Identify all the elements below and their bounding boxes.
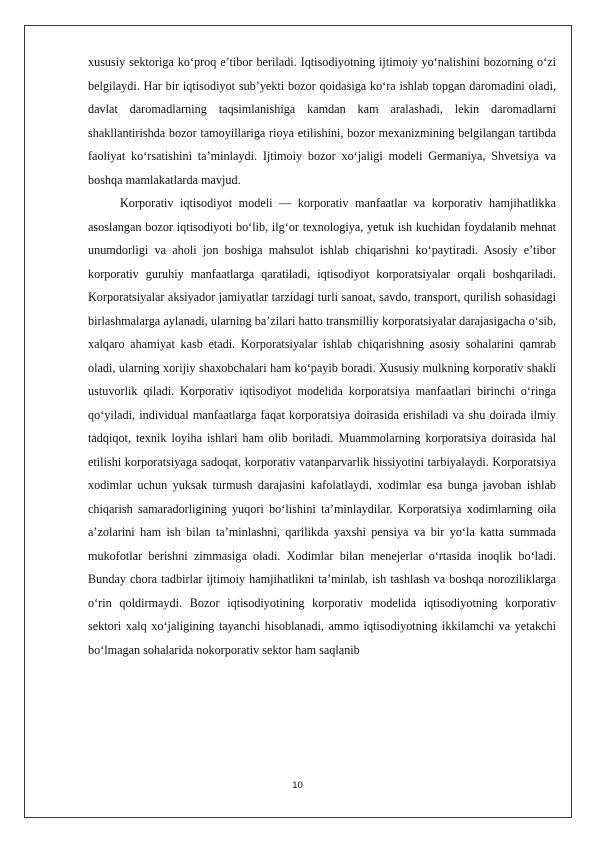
paragraph-2: Korporativ iqtisodiyot modeli — korporativ manfaatlar va korporativ hamjihatlikka asoslangan bozor iqtisodiyoti bo‘lib, ilg‘or texnologiya, yetuk ish kuchidan foydalanib mehnat unumdorligi va aholi jon boshiga mahsulot ishlab chiqarishni ko‘paytiradi. Asosiy e’tibor korporativ guruhiy manfaatlarga qaratiladi, iqtisodiyot korporatsiyalar orqali boshqariladi. Korporatsiyalar aksiyador jamiyatlar tarzidagi turli sanoat, savdo, transport, qurilish sohasidagi birlashmalarga aylanadi, ularning ba’zilari hatto transmilliy korporatsiyalar darajasigacha o‘sib, xalqaro ahamiyat kasb etadi. Korporatsiyalar ishlab chiqarishning asosiy sohalarini qamrab oladi, ularning xorijiy shaxobchalari ham ko‘payib boradi. Xususiy mulkning korporativ shakli ustuvorlik qiladi. Korporativ iqtisodiyot modelida korporatsiya manfaatlari birinchi o‘ringa qo‘yiladi, individual manfaatlarga faqat korporatsiya doirasida erishiladi va shu doirada ilmiy tadqiqot, texnik loyiha ishlari ham olib boriladi. Muammolarning korporatsiya doirasida hal etilishi korporatsiyaga sadoqat, korporativ vatanparvarlik hissiyotini tarbiyalaydi. Korporatsiya xodimlar uchun yuksak turmush darajasini kafolatlaydi, xodimlar esa bunga javoban ishlab chiqarish samaradorligining yuqori bo‘lishini ta’minlaydilar. Korporatsiya xodimlarning oila a’zolarini ham ish bilan ta’minlashni, qarilikda yaxshi pensiya va bir yo‘la katta summada mukofotlar berishni zimmasiga oladi. Xodimlar bilan menejerlar o‘rtasida inoqlik bo‘ladi. Bunday chora tadbirlar ijtimoiy hamjihatlikni ta’minlab, ish tashlash va boshqa noroziliklarga o‘rin qoldirmaydi. Bozor iqtisodiyotining korporativ modelida iqtisodiyotning korporativ sektori xalq xo‘jaligining tayanchi hisoblanadi, ammo iqtisodiyotning ikkilamchi va yetakchi bo‘lmagan sohalarida nokorporativ sektor ham saqlanib (88, 196, 556, 657)
page-number: 10 (292, 780, 303, 791)
paragraph-1: xususiy sektoriga ko‘proq e’tibor beriladi. Iqtisodiyotning ijtimoiy yo‘nalishini bozorning o‘zi belgilaydi. Har bir iqtisodiyot sub’yekti bozor qoidasiga ko‘ra ishlab topgan daromadini oladi, davlat daromadlarning taqsimlanishiga kamdan kam aralashadi, lekin daromadlarni shakllantirishda bozor tamoyillariga rioya etilishini, bozor mexanizmining belgilangan tartibda faoliyat ko‘rsatishini ta’minlaydi. Ijtimoiy bozor xo‘jaligi modeli Germaniya, Shvetsiya va boshqa mamlakatlarda mavjud. (88, 55, 556, 187)
body-text (88, 51, 556, 662)
